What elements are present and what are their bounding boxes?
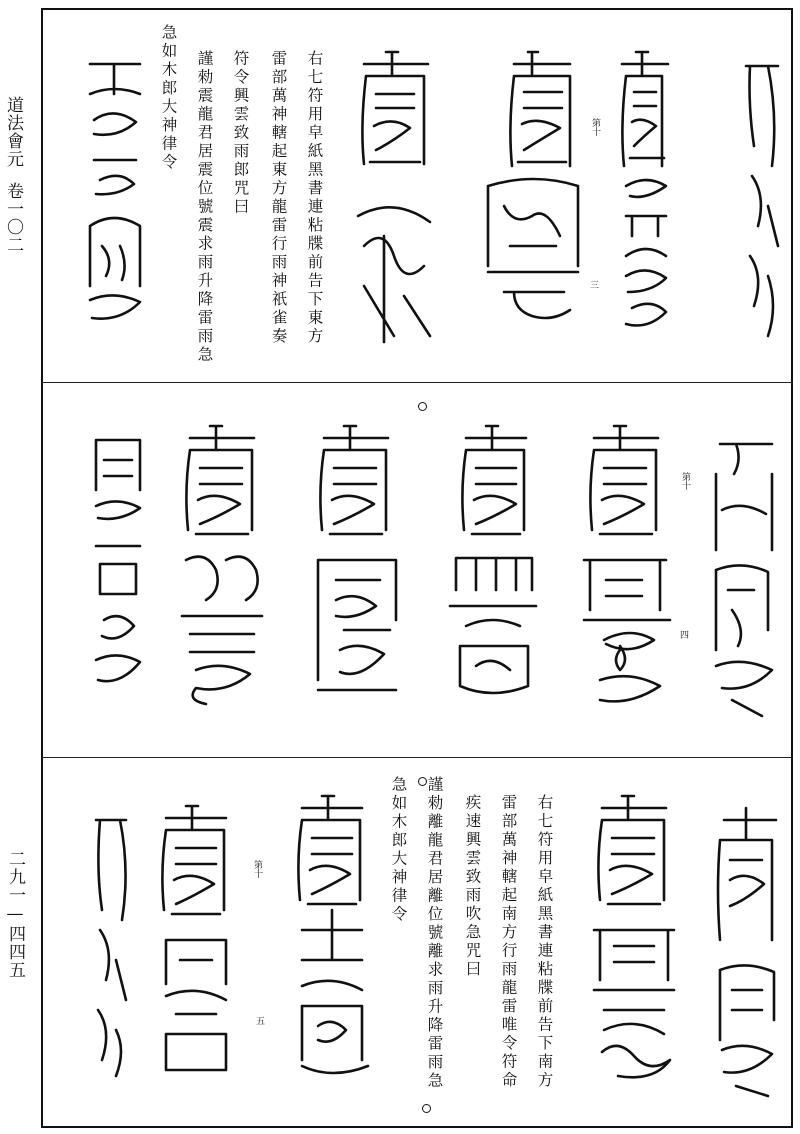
section-divider-1 (41, 382, 793, 383)
circle-mark (422, 1104, 431, 1113)
section-divider-2 (41, 757, 793, 758)
talisman-glyph (146, 800, 246, 1090)
text-column: 右七符用皁紙黑書連粘牒前告下南方 (535, 794, 554, 1090)
talisman-glyph (84, 430, 150, 700)
page-number: 二九一—四四五 (5, 850, 25, 979)
talisman-number: 第十 (252, 860, 262, 878)
talisman-glyph (578, 790, 688, 1090)
text-column: 疾速興雲致雨吹急咒曰 (463, 794, 482, 979)
talisman-glyph (570, 420, 680, 720)
talisman-glyph (474, 46, 584, 326)
book-title-name: 道法會元 (3, 96, 23, 168)
book-title (4, 96, 21, 254)
talisman-glyph (344, 46, 444, 346)
talisman-number: 第十 (680, 472, 690, 490)
text-column: 急如木郎大神律令 (159, 24, 178, 172)
talisman-marker: 五 (256, 1017, 266, 1027)
talisman-marker: 四 (680, 631, 690, 641)
talisman-glyph (612, 46, 676, 346)
text-column: 謹勑離龍君居離位號離求雨升降雷雨急 (425, 776, 444, 1091)
talisman-glyph (300, 420, 410, 720)
talisman-glyph (166, 420, 276, 710)
talisman-glyph (80, 50, 150, 330)
text-column: 雷部萬神轄起東方龍雷行雨神祇雀奏 (269, 50, 288, 346)
talisman-glyph (702, 430, 782, 720)
talisman-marker: 三 (590, 281, 600, 291)
circle-mark (418, 402, 427, 411)
talisman-glyph (738, 46, 788, 346)
talisman-number: 第十 (590, 118, 600, 136)
text-column: 急如木郎大神律令 (389, 776, 408, 924)
text-column: 謹勑震龍君居震位號震求雨升降雷雨急 (195, 50, 214, 365)
text-column: 雷部萬神轄起南方行雨龍雷唯令符命 (499, 794, 518, 1090)
text-column: 右七符用皁紙黑書連粘牒前告下東方 (305, 50, 324, 346)
talisman-glyph (436, 420, 546, 720)
volume-number: 卷一〇二 (3, 182, 23, 254)
talisman-glyph (706, 800, 786, 1100)
talisman-glyph (86, 810, 136, 1080)
talisman-glyph (282, 790, 382, 1090)
text-column: 符令興雲致雨郎咒曰 (231, 50, 250, 217)
